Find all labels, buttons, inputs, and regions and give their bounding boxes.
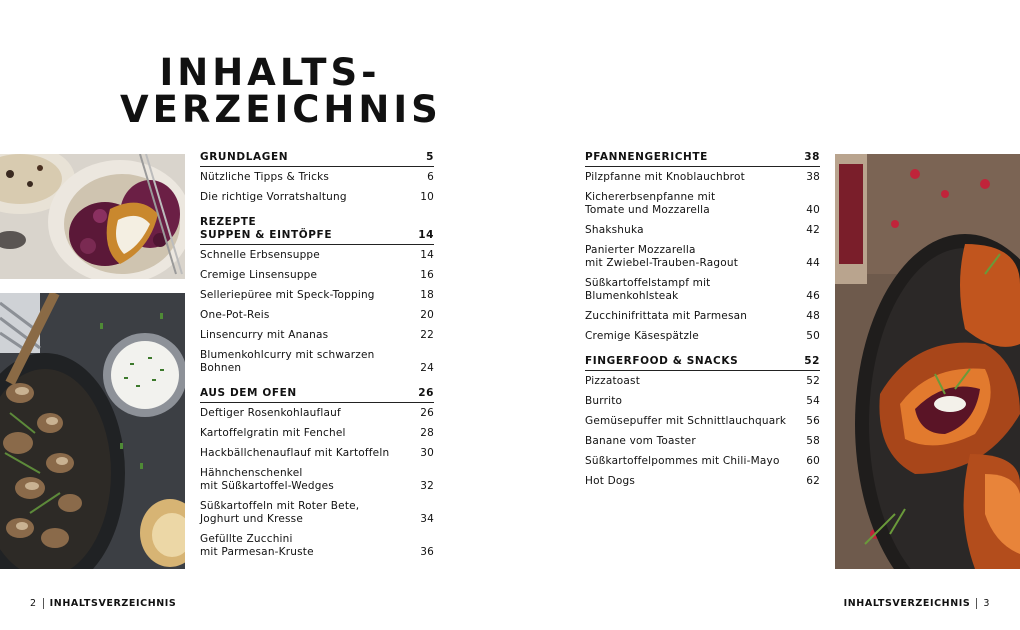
toc-entry-page: 24 bbox=[420, 362, 434, 374]
toc-entry-title: Linsencurry mit Ananas bbox=[200, 329, 329, 341]
toc-entry-title: Cremige Käsespätzle bbox=[585, 330, 699, 342]
footer-left bbox=[30, 598, 176, 609]
toc-section-title: FINGERFOOD & SNACKS bbox=[585, 355, 739, 367]
toc-entry-page: 56 bbox=[806, 415, 820, 427]
toc-right-column bbox=[585, 151, 820, 495]
toc-entry-page: 36 bbox=[420, 546, 434, 558]
toc-entry-title: Kartoffelgratin mit Fenchel bbox=[200, 427, 346, 439]
plate-red-cabbage-schnitzel-photo bbox=[0, 154, 185, 279]
toc-entry-page: 60 bbox=[806, 455, 820, 467]
stuffed-sweet-potatoes-photo bbox=[835, 154, 1020, 569]
toc-entry-page: 28 bbox=[420, 427, 434, 439]
toc-entry[interactable] bbox=[200, 249, 434, 262]
toc-section-title: REZEPTE SUPPEN & EINTÖPFE bbox=[200, 216, 333, 241]
toc-entry-title: Süßkartoffeln mit Roter Bete, Joghurt und Kresse bbox=[200, 500, 360, 525]
toc-entry[interactable] bbox=[200, 329, 434, 342]
toc-entry-page: 38 bbox=[806, 171, 820, 183]
toc-entry-title: Die richtige Vorratshaltung bbox=[200, 191, 347, 203]
toc-entry-title: Süßkartoffelpommes mit Chili-Mayo bbox=[585, 455, 780, 467]
page-title-line1: INHALTS- bbox=[159, 51, 381, 94]
toc-entry[interactable] bbox=[585, 475, 820, 488]
toc-entry[interactable] bbox=[200, 467, 434, 493]
toc-entry-title: Kichererbsenpfanne mit Tomate und Mozzarella bbox=[585, 191, 716, 216]
toc-section-heading[interactable] bbox=[200, 216, 434, 245]
toc-entry[interactable] bbox=[585, 277, 820, 303]
toc-entry-page: 42 bbox=[806, 224, 820, 236]
toc-entry[interactable] bbox=[200, 533, 434, 559]
toc-entry-title: Burrito bbox=[585, 395, 623, 407]
toc-entry-page: 26 bbox=[420, 407, 434, 419]
toc-entry-page: 22 bbox=[420, 329, 434, 341]
toc-section-page: 52 bbox=[804, 355, 820, 367]
toc-entry-page: 16 bbox=[420, 269, 434, 281]
toc-entry-page: 20 bbox=[420, 309, 434, 321]
toc-entry[interactable] bbox=[200, 427, 434, 440]
toc-entry-page: 10 bbox=[420, 191, 434, 203]
toc-entry-page: 6 bbox=[427, 171, 434, 183]
toc-entry-page: 46 bbox=[806, 290, 820, 302]
toc-section-title: AUS DEM OFEN bbox=[200, 387, 297, 399]
footer-left-page-number: 2 bbox=[30, 598, 37, 609]
toc-entry-page: 40 bbox=[806, 204, 820, 216]
footer-right-page-number: 3 bbox=[983, 598, 990, 609]
toc-entry-page: 32 bbox=[420, 480, 434, 492]
toc-entry-page: 48 bbox=[806, 310, 820, 322]
toc-entry-title: Gefüllte Zucchini mit Parmesan-Kruste bbox=[200, 533, 314, 558]
toc-entry[interactable] bbox=[585, 435, 820, 448]
toc-section-page: 14 bbox=[418, 229, 434, 241]
toc-entry-page: 54 bbox=[806, 395, 820, 407]
toc-entry[interactable] bbox=[585, 310, 820, 323]
toc-entry[interactable] bbox=[200, 191, 434, 204]
toc-entry[interactable] bbox=[585, 224, 820, 237]
toc-entry[interactable] bbox=[585, 171, 820, 184]
toc-entry[interactable] bbox=[200, 500, 434, 526]
page-title-line2: VERZEICHNIS bbox=[120, 88, 442, 131]
toc-entry-page: 18 bbox=[420, 289, 434, 301]
toc-entry-title: Pizzatoast bbox=[585, 375, 641, 387]
toc-entry-title: Banane vom Toaster bbox=[585, 435, 696, 447]
page-title bbox=[120, 51, 442, 131]
toc-section-page: 38 bbox=[804, 151, 820, 163]
toc-entry-page: 50 bbox=[806, 330, 820, 342]
toc-entry-title: Hackbällchenauflauf mit Kartoffeln bbox=[200, 447, 390, 459]
toc-section-heading[interactable] bbox=[200, 387, 434, 403]
footer-divider bbox=[43, 598, 44, 609]
toc-section-heading[interactable] bbox=[200, 151, 434, 167]
toc-entry-page: 58 bbox=[806, 435, 820, 447]
toc-entry-page: 44 bbox=[806, 257, 820, 269]
toc-entry[interactable] bbox=[585, 455, 820, 468]
toc-entry-title: Blumenkohlcurry mit schwarzen Bohnen bbox=[200, 349, 375, 374]
toc-entry-title: Süßkartoffelstampf mit Blumenkohlsteak bbox=[585, 277, 711, 302]
toc-entry-page: 34 bbox=[420, 513, 434, 525]
toc-section-title: PFANNENGERICHTE bbox=[585, 151, 708, 163]
toc-entry[interactable] bbox=[200, 407, 434, 420]
toc-entry-page: 62 bbox=[806, 475, 820, 487]
footer-left-label: INHALTSVERZEICHNIS bbox=[49, 598, 177, 609]
footer-right bbox=[844, 598, 990, 609]
toc-entry-title: Panierter Mozzarella mit Zwiebel-Trauben-Ragout bbox=[585, 244, 739, 269]
toc-entry[interactable] bbox=[200, 349, 434, 375]
toc-section-page: 5 bbox=[426, 151, 434, 163]
toc-entry-title: Hähnchenschenkel mit Süßkartoffel-Wedges bbox=[200, 467, 334, 492]
toc-entry-title: Hot Dogs bbox=[585, 475, 636, 487]
toc-entry[interactable] bbox=[200, 289, 434, 302]
toc-entry-page: 52 bbox=[806, 375, 820, 387]
toc-section-heading[interactable] bbox=[585, 151, 820, 167]
toc-section-page: 26 bbox=[418, 387, 434, 399]
toc-entry[interactable] bbox=[200, 171, 434, 184]
mushroom-pan-with-sour-cream-photo bbox=[0, 293, 185, 569]
toc-entry[interactable] bbox=[200, 309, 434, 322]
toc-entry[interactable] bbox=[200, 447, 434, 460]
footer-right-label: INHALTSVERZEICHNIS bbox=[843, 598, 971, 609]
toc-entry-page: 14 bbox=[420, 249, 434, 261]
toc-entry-title: Cremige Linsensuppe bbox=[200, 269, 318, 281]
toc-entry[interactable] bbox=[585, 244, 820, 270]
toc-entry-title: Zucchinifrittata mit Parmesan bbox=[585, 310, 748, 322]
toc-entry-page: 30 bbox=[420, 447, 434, 459]
toc-entry-title: Nützliche Tipps & Tricks bbox=[200, 171, 330, 183]
toc-entry[interactable] bbox=[200, 269, 434, 282]
toc-entry[interactable] bbox=[585, 330, 820, 343]
toc-entry-title: Deftiger Rosenkohlauflauf bbox=[200, 407, 341, 419]
toc-entry[interactable] bbox=[585, 375, 820, 388]
toc-entry[interactable] bbox=[585, 395, 820, 408]
toc-entry-title: Schnelle Erbsensuppe bbox=[200, 249, 320, 261]
toc-left-column bbox=[200, 151, 434, 566]
toc-entry-title: Gemüsepuffer mit Schnittlauchquark bbox=[585, 415, 787, 427]
toc-entry-title: Selleriepüree mit Speck-Topping bbox=[200, 289, 375, 301]
footer-divider bbox=[976, 598, 977, 609]
toc-entry[interactable] bbox=[585, 415, 820, 428]
toc-section-title: GRUNDLAGEN bbox=[200, 151, 289, 163]
toc-entry-title: One-Pot-Reis bbox=[200, 309, 270, 321]
toc-entry-title: Pilzpfanne mit Knoblauchbrot bbox=[585, 171, 745, 183]
toc-entry[interactable] bbox=[585, 191, 820, 217]
toc-section-heading[interactable] bbox=[585, 355, 820, 371]
toc-entry-title: Shakshuka bbox=[585, 224, 644, 236]
